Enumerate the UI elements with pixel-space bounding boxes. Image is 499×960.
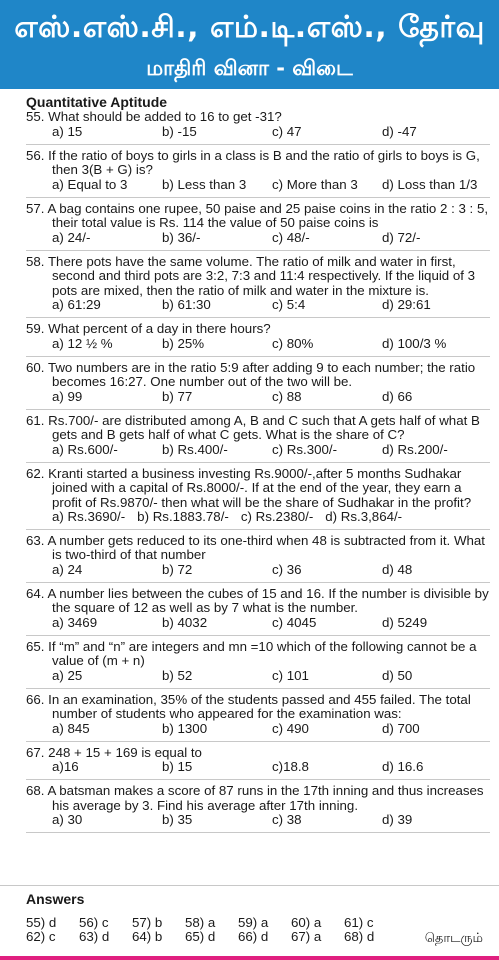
question-item (26, 318, 490, 357)
answer-item: 66) d (238, 929, 269, 944)
option-b: b) 77 (162, 388, 193, 404)
options-row (26, 390, 490, 405)
answer-item: 55) d (26, 915, 57, 930)
question-item (26, 530, 490, 583)
options-row (26, 443, 490, 458)
option-d: d) -47 (382, 123, 417, 139)
answer-item: 64) b (132, 929, 163, 944)
question-text: 59. What percent of a day in there hours? (26, 321, 271, 336)
answer-item: 68) d (344, 929, 375, 944)
option-a: a) 12 ½ % (52, 335, 113, 351)
option-d: d) Rs.3,864/- (325, 509, 403, 524)
options-row (26, 125, 490, 140)
answer-item: 58) a (185, 915, 216, 930)
answer-item: 59) a (238, 915, 269, 930)
options-row (26, 298, 490, 313)
options-row (26, 616, 490, 631)
options-row (26, 760, 490, 775)
option-a: a) Equal to 3 (52, 176, 128, 192)
option-a: a)16 (52, 759, 79, 774)
option-b: b) 35 (162, 812, 193, 827)
question-text: 57. A bag contains one rupee, 50 paise and 25 paise coins in the ratio 2 : 3 : 5, their total value is Rs. 114 the value of 50 paise coins is (26, 200, 489, 230)
options-row (26, 231, 490, 246)
option-d: d) 29:61 (382, 297, 431, 312)
option-c: c) 88 (272, 388, 302, 404)
option-c: c) 5:4 (272, 297, 306, 312)
answers-row (26, 915, 496, 930)
option-d: d) 39 (382, 812, 413, 827)
option-b: b) 72 (162, 561, 193, 577)
option-c: c) Rs.2380/- (240, 509, 314, 524)
question-item (26, 251, 490, 319)
option-c: c) 80% (272, 335, 314, 351)
page-title: எஸ்.எஸ்.சி., எம்.டி.எஸ்., தேர்வு (14, 10, 485, 45)
option-a: a) 15 (52, 123, 83, 139)
option-d: d) Loss than 1/3 (382, 176, 478, 192)
option-c: c) 48/- (272, 229, 310, 245)
option-d: d) 16.6 (382, 759, 424, 774)
option-d: d) 72/- (382, 229, 421, 245)
option-b: b) 1300 (162, 720, 208, 736)
question-item (26, 357, 490, 410)
answers-title: Answers (26, 891, 85, 907)
option-a: a) 30 (52, 812, 83, 827)
option-b: b) -15 (162, 123, 197, 139)
answer-item: 65) d (185, 929, 216, 944)
options-row (26, 563, 490, 578)
option-c: c) Rs.300/- (272, 441, 338, 457)
question-item (26, 583, 490, 636)
options-row (26, 510, 490, 525)
answer-item: 56) c (79, 915, 109, 930)
option-b: b) 61:30 (162, 297, 211, 312)
option-c: c) More than 3 (272, 176, 358, 192)
question-text: 64. A number lies between the cubes of 15 and 16. If the number is divisible by the square of 12 as well as by 7 what is the number. (26, 585, 489, 615)
answer-item: 62) c (26, 929, 56, 944)
question-text: 56. If the ratio of boys to girls in a class is B and the ratio of girls to boys is G, then 3(B + G) is? (26, 147, 480, 177)
option-b: b) 4032 (162, 614, 208, 630)
question-item (26, 689, 490, 742)
options-row (26, 669, 490, 684)
option-a: a) 3469 (52, 614, 98, 630)
question-item (26, 780, 490, 833)
option-a: a) 61:29 (52, 297, 101, 312)
option-a: a) 24 (52, 561, 83, 577)
options-row (26, 722, 490, 737)
option-a: a) 845 (52, 720, 90, 736)
continued-label: தொடரும் (424, 931, 483, 946)
option-d: d) 66 (382, 388, 413, 404)
option-d: d) 100/3 % (382, 335, 447, 351)
question-item (26, 108, 490, 145)
question-text: 66. In an examination, 35% of the students passed and 455 failed. The total number of students who appeared for the examination was: (26, 691, 471, 721)
question-item (26, 742, 490, 781)
question-text: 55. What should be added to 16 to get -31? (26, 109, 282, 124)
option-c: c) 490 (272, 720, 309, 736)
option-a: a) 99 (52, 388, 83, 404)
option-b: b) Rs.1883.78/- (137, 509, 229, 524)
bottom-rule (0, 956, 499, 960)
option-b: b) 25% (162, 335, 205, 351)
answer-item: 60) a (291, 915, 322, 930)
page-subtitle: மாதிரி வினா - விடை (146, 56, 353, 80)
question-text: 58. There pots have the same volume. The ratio of milk and water in first, second and third pots are 3:2, 7:3 and 11:4 respectively. If the liquid of 3 pots are mixed, then the ratio of milk and water in the mixture is. (26, 253, 476, 298)
options-row (26, 813, 490, 828)
option-c: c) 101 (272, 667, 309, 683)
question-text: 62. Kranti started a business investing Rs.9000/-,after 5 months Sudhakar joined with a capital of Rs.8000/-. If at the end of the year, they earn a profit of Rs.9870/- then what will be the share of Sudhakar in the profit? (26, 465, 472, 510)
option-a: a) 24/- (52, 229, 91, 245)
answers-divider (0, 885, 499, 886)
option-d: d) Rs.200/- (382, 441, 448, 457)
option-d: d) 50 (382, 667, 413, 683)
question-item (26, 463, 490, 530)
option-b: b) 52 (162, 667, 193, 683)
option-b: b) 36/- (162, 229, 201, 245)
option-c: c)18.8 (272, 759, 309, 774)
option-a: a) Rs.3690/- (52, 509, 126, 524)
section-title: Quantitative Aptitude (26, 94, 168, 110)
option-d: d) 48 (382, 561, 413, 577)
answer-item: 63) d (79, 929, 110, 944)
question-item (26, 198, 490, 251)
answer-item: 57) b (132, 915, 163, 930)
question-list (26, 108, 490, 833)
question-text: 61. Rs.700/- are distributed among A, B and C such that A gets half of what B gets and B gets half of what C gets. What is the share of C? (26, 412, 480, 442)
option-b: b) 15 (162, 759, 193, 774)
options-row (26, 178, 490, 193)
question-text: 67. 248 + 15 + 169 is equal to (26, 744, 202, 760)
question-item (26, 410, 490, 463)
option-c: c) 4045 (272, 614, 317, 630)
question-item (26, 145, 490, 198)
question-text: 68. A batsman makes a score of 87 runs in the 17th inning and thus increases his average by 3. Find his average after 17th inning. (26, 783, 484, 813)
option-c: c) 36 (272, 561, 302, 577)
option-c: c) 47 (272, 123, 302, 139)
option-b: b) Rs.400/- (162, 441, 228, 457)
question-text: 65. If “m” and “n” are integers and mn =10 which of the following cannot be a value of (m + n) (26, 638, 477, 668)
options-row (26, 337, 490, 352)
answer-item: 67) a (291, 929, 322, 944)
option-c: c) 38 (272, 812, 302, 827)
option-b: b) Less than 3 (162, 176, 247, 192)
option-d: d) 700 (382, 720, 420, 736)
answer-item: 61) c (344, 915, 374, 930)
header-banner (0, 0, 499, 89)
question-text: 63. A number gets reduced to its one-third when 48 is subtracted from it. What is two-third of that number (26, 532, 485, 562)
option-a: a) Rs.600/- (52, 441, 118, 457)
option-a: a) 25 (52, 667, 83, 683)
question-text: 60. Two numbers are in the ratio 5:9 after adding 9 to each number; the ratio becomes 16:27. One number out of the two will be. (26, 359, 476, 389)
option-d: d) 5249 (382, 614, 428, 630)
question-item (26, 636, 490, 689)
